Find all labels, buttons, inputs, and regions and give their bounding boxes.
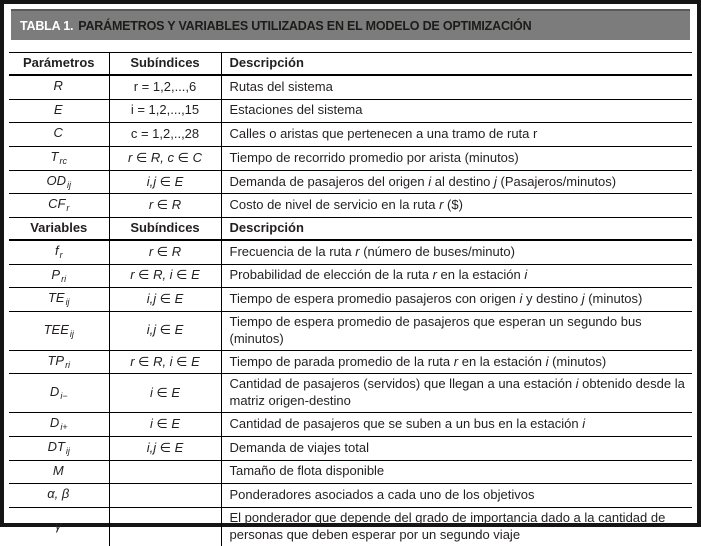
table-header-row [9, 218, 692, 240]
indices-cell: i,j ∈ E [109, 288, 221, 312]
description-cell: Demanda de pasajeros del origen i al destino j (Pasajeros/minutos) [221, 170, 692, 194]
symbol-cell [9, 374, 109, 413]
symbol-cell [9, 484, 109, 508]
indices-cell: i,j ∈ E [109, 170, 221, 194]
symbol-base: P [51, 266, 61, 282]
symbol-subscript: r [66, 203, 70, 214]
symbol-subscript: r [59, 249, 63, 260]
indices-cell: r ∈ R, i ∈ E [109, 350, 221, 374]
symbol-subscript: i+ [60, 422, 68, 433]
indices-cell: r ∈ R [109, 240, 221, 264]
symbol-base: DT [47, 438, 65, 454]
description-cell: Probabilidad de elección de la ruta r en la estación i [221, 264, 692, 288]
table-row [9, 413, 692, 437]
table-caption-bar [11, 9, 690, 40]
indices-cell: i = 1,2,...,15 [109, 99, 221, 123]
table-number-label: TABLA 1. [20, 18, 74, 33]
indices-cell: r ∈ R [109, 194, 221, 218]
header-cell-symbol: Parámetros [9, 53, 109, 75]
table-row [9, 460, 692, 484]
description-cell: Tamaño de flota disponible [221, 460, 692, 484]
symbol-cell [9, 75, 109, 99]
symbol-cell [9, 413, 109, 437]
indices-cell [109, 460, 221, 484]
table-row [9, 123, 692, 147]
description-cell: Estaciones del sistema [221, 99, 692, 123]
symbol-base: R [53, 77, 63, 93]
symbol-cell [9, 194, 109, 218]
description-cell: Tiempo de recorrido promedio por arista (minutos) [221, 146, 692, 170]
description-cell: Frecuencia de la ruta r (número de buses/minuto) [221, 240, 692, 264]
symbol-cell [9, 436, 109, 460]
indices-cell: r ∈ R, i ∈ E [109, 264, 221, 288]
table-row [9, 436, 692, 460]
description-cell: Tiempo de espera promedio de pasajeros que esperan un segundo bus (minutos) [221, 311, 692, 350]
table-row [9, 240, 692, 264]
indices-cell: i,j ∈ E [109, 436, 221, 460]
table-body [9, 53, 692, 546]
description-cell: El ponderador que depende del grado de importancia dado a la cantidad de personas que deben esperar por un segundo viaje [221, 507, 692, 545]
symbol-cell [9, 170, 109, 194]
symbol-cell [9, 99, 109, 123]
indices-cell: r = 1,2,...,6 [109, 75, 221, 99]
indices-cell: c = 1,2,..,28 [109, 123, 221, 147]
table-row [9, 170, 692, 194]
symbol-base: TP [47, 352, 65, 368]
table-header-row [9, 53, 692, 75]
indices-cell: i ∈ E [109, 413, 221, 437]
header-cell-indices: Subíndices [109, 53, 221, 75]
description-cell: Cantidad de pasajeros que se suben a un bus en la estación i [221, 413, 692, 437]
symbol-base: C [53, 125, 63, 141]
indices-cell [109, 484, 221, 508]
symbol-cell [9, 350, 109, 374]
description-cell: Costo de nivel de servicio en la ruta r ($) [221, 194, 692, 218]
symbol-base: E [53, 101, 63, 117]
symbol-base: α, β [47, 486, 70, 502]
symbol-base: OD [46, 172, 66, 188]
symbol-cell [9, 460, 109, 484]
table-row [9, 264, 692, 288]
symbol-base: D [49, 415, 60, 431]
symbol-cell [9, 123, 109, 147]
header-cell-symbol: Variables [9, 218, 109, 240]
header-cell-description: Descripción [221, 218, 692, 240]
symbol-cell [9, 311, 109, 350]
symbol-subscript: ij [69, 328, 74, 339]
symbol-cell [9, 288, 109, 312]
header-cell-indices: Subíndices [109, 218, 221, 240]
description-cell: Demanda de viajes total [221, 436, 692, 460]
symbol-subscript: i− [60, 390, 68, 401]
symbol-base: f [54, 242, 59, 258]
symbol-base: TE [47, 290, 65, 306]
symbol-cell [9, 240, 109, 264]
symbol-base: γ [55, 517, 62, 533]
table-row [9, 311, 692, 350]
indices-cell: i,j ∈ E [109, 311, 221, 350]
table-row [9, 146, 692, 170]
parameters-variables-table [9, 52, 692, 546]
description-cell: Ponderadores asociados a cada uno de los objetivos [221, 484, 692, 508]
table-row [9, 75, 692, 99]
table-row [9, 484, 692, 508]
symbol-base: D [49, 383, 60, 399]
symbol-subscript: rc [59, 155, 67, 166]
symbol-subscript: ij [65, 297, 70, 308]
symbol-cell [9, 264, 109, 288]
table-row [9, 374, 692, 413]
symbol-subscript: ij [67, 179, 71, 190]
table-row [9, 350, 692, 374]
symbol-subscript: ri [65, 359, 71, 370]
description-cell: Tiempo de espera promedio pasajeros con origen i y destino j (minutos) [221, 288, 692, 312]
header-cell-description: Descripción [221, 53, 692, 75]
symbol-base: M [52, 462, 64, 478]
indices-cell: i ∈ E [109, 374, 221, 413]
description-cell: Calles o aristas que pertenecen a una tramo de ruta r [221, 123, 692, 147]
indices-cell: r ∈ R, c ∈ C [109, 146, 221, 170]
description-cell: Rutas del sistema [221, 75, 692, 99]
symbol-subscript: ri [61, 273, 67, 284]
symbol-base: TEE [43, 321, 69, 337]
description-cell: Tiempo de parada promedio de la ruta r en la estación i (minutos) [221, 350, 692, 374]
table-row [9, 194, 692, 218]
table-row [9, 99, 692, 123]
symbol-base: CF [48, 196, 66, 212]
table-caption-text: PARÁMETROS Y VARIABLES UTILIZADAS EN EL MODELO DE OPTIMIZACIÓN [78, 18, 532, 33]
symbol-cell [9, 146, 109, 170]
symbol-subscript: ij [65, 445, 70, 456]
description-cell: Cantidad de pasajeros (servidos) que llegan a una estación i obtenido desde la matriz origen-destino [221, 374, 692, 413]
table-row [9, 288, 692, 312]
symbol-base: T [50, 148, 59, 164]
